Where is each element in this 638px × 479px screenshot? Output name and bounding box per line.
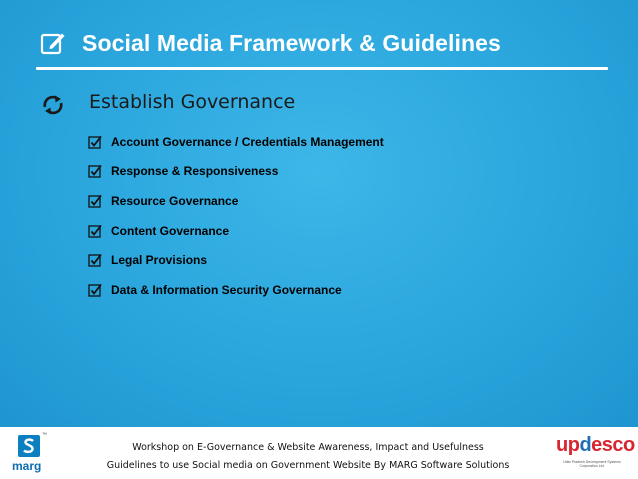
checkbox-checked-icon <box>88 224 102 238</box>
sync-icon <box>41 94 65 116</box>
list-item <box>88 245 384 275</box>
bullet-text: Content Governance <box>111 223 230 238</box>
list-item <box>88 216 384 246</box>
checkbox-checked-icon <box>88 164 102 178</box>
footer-workshop-text: Workshop on E-Governance & Website Awareness, Impact and Usefulness <box>132 442 484 453</box>
trademark-mark: ™ <box>42 432 47 438</box>
bullet-list <box>88 127 384 305</box>
bullet-text: Response & Responsiveness <box>111 164 279 179</box>
marg-logo <box>6 430 50 476</box>
updesco-part1: up <box>556 434 580 456</box>
updesco-part3: esco <box>591 434 635 456</box>
updesco-logo <box>556 432 635 476</box>
slide-title: Social Media Framework & Guidelines <box>82 30 501 56</box>
list-item <box>88 127 384 157</box>
checkbox-checked-icon <box>88 194 102 208</box>
list-item <box>88 157 384 187</box>
marg-s-icon <box>18 435 40 457</box>
updesco-tagline: Uttar Pradesh Development Systems Corporation Ltd. <box>563 460 621 468</box>
edit-icon <box>40 30 66 56</box>
footer-guidelines-text: Guidelines to use Social media on Government Website By MARG Software Solutions <box>106 460 510 471</box>
marg-logo-text: marg <box>12 459 42 473</box>
list-item <box>88 275 384 305</box>
bullet-text: Account Governance / Credentials Management <box>111 134 384 149</box>
list-item <box>88 186 384 216</box>
bullet-text: Data & Information Security Governance <box>111 282 342 297</box>
updesco-part2: d <box>579 434 592 456</box>
bullet-text: Resource Governance <box>111 193 239 208</box>
section-heading: Establish Governance <box>89 91 296 113</box>
title-divider <box>36 67 608 70</box>
marg-logo-mark <box>18 435 40 457</box>
checkbox-checked-icon <box>88 135 102 149</box>
checkbox-checked-icon <box>88 283 102 297</box>
updesco-logo-text <box>556 434 635 457</box>
checkbox-checked-icon <box>88 253 102 267</box>
footer <box>0 427 638 479</box>
bullet-text: Legal Provisions <box>111 253 208 268</box>
